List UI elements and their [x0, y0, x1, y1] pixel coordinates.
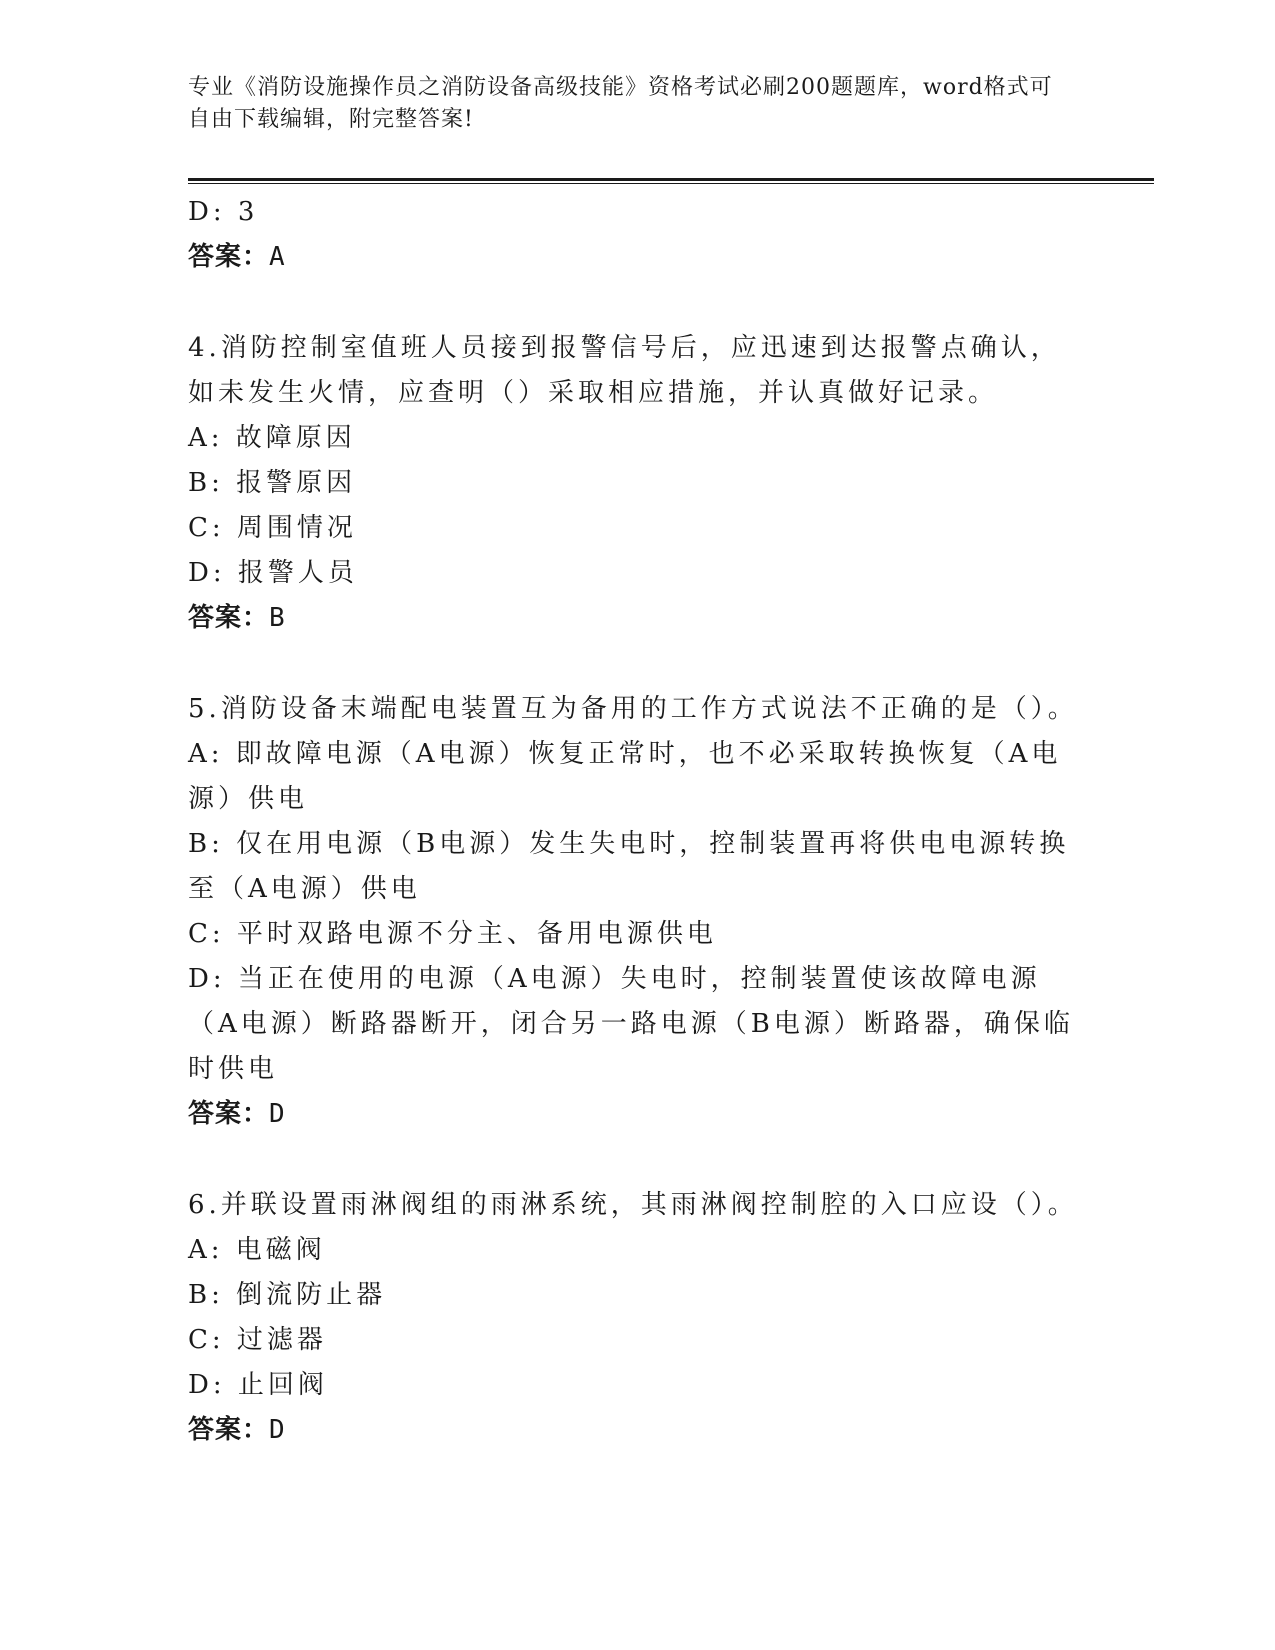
answer-line	[188, 596, 1088, 641]
answer-line	[188, 235, 1088, 280]
answer-line	[188, 1092, 1088, 1137]
answer-label: 答案：	[188, 603, 270, 633]
header-rule-thin	[188, 183, 1154, 184]
option-b: B: 倒流防止器	[188, 1280, 387, 1310]
spacer	[188, 280, 1088, 326]
option-c: C: 过滤器	[188, 1325, 327, 1355]
option-c: C: 平时双路电源不分主、备用电源供电	[188, 919, 717, 949]
question-6	[188, 1183, 1088, 1453]
question-4	[188, 326, 1088, 641]
option-d: D: 止回阀	[188, 1370, 328, 1400]
option-d: D: 报警人员	[188, 558, 358, 588]
option-c: C: 周围情况	[188, 513, 357, 543]
answer-value: B	[269, 603, 286, 633]
option-a: A: 即故障电源（A电源）恢复正常时，也不必采取转换恢复（A电源）供电	[188, 739, 1062, 814]
answer-label: 答案：	[188, 1415, 270, 1445]
spacer	[188, 1137, 1088, 1183]
option-a: A: 故障原因	[188, 423, 356, 453]
answer-line	[188, 1408, 1088, 1453]
header-rule-thick	[188, 178, 1154, 181]
question-5	[188, 687, 1088, 1137]
question-stem: 4.消防控制室值班人员接到报警信号后，应迅速到达报警点确认，如未发生火情，应查明（）采取相应措施，并认真做好记录。	[188, 333, 1061, 408]
option-d: D: 3	[188, 197, 259, 227]
question-stem: 6.并联设置雨淋阀组的雨淋系统，其雨淋阀控制腔的入口应设（）。	[188, 1190, 1078, 1220]
answer-value: A	[269, 242, 286, 272]
option-b: B: 仅在用电源（B电源）发生失电时，控制装置再将供电电源转换至（A电源）供电	[188, 829, 1070, 904]
question-list	[188, 190, 1088, 1453]
option-b: B: 报警原因	[188, 468, 357, 498]
question-stem: 5.消防设备末端配电装置互为备用的工作方式说法不正确的是（）。	[188, 694, 1078, 724]
document-header: 专业《消防设施操作员之消防设备高级技能》资格考试必刷200题题库，word格式可自由下载编辑，附完整答案!	[188, 75, 1053, 132]
answer-value: D	[269, 1415, 286, 1445]
answer-value: D	[269, 1099, 286, 1129]
spacer	[188, 641, 1088, 687]
option-a: A: 电磁阀	[188, 1235, 326, 1265]
option-d: D: 当正在使用的电源（A电源）失电时，控制装置使该故障电源（A电源）断路器断开，闭合另一路电源（B电源）断路器，确保临时供电	[188, 964, 1074, 1084]
answer-label: 答案：	[188, 1099, 270, 1129]
answer-label: 答案：	[188, 242, 270, 272]
